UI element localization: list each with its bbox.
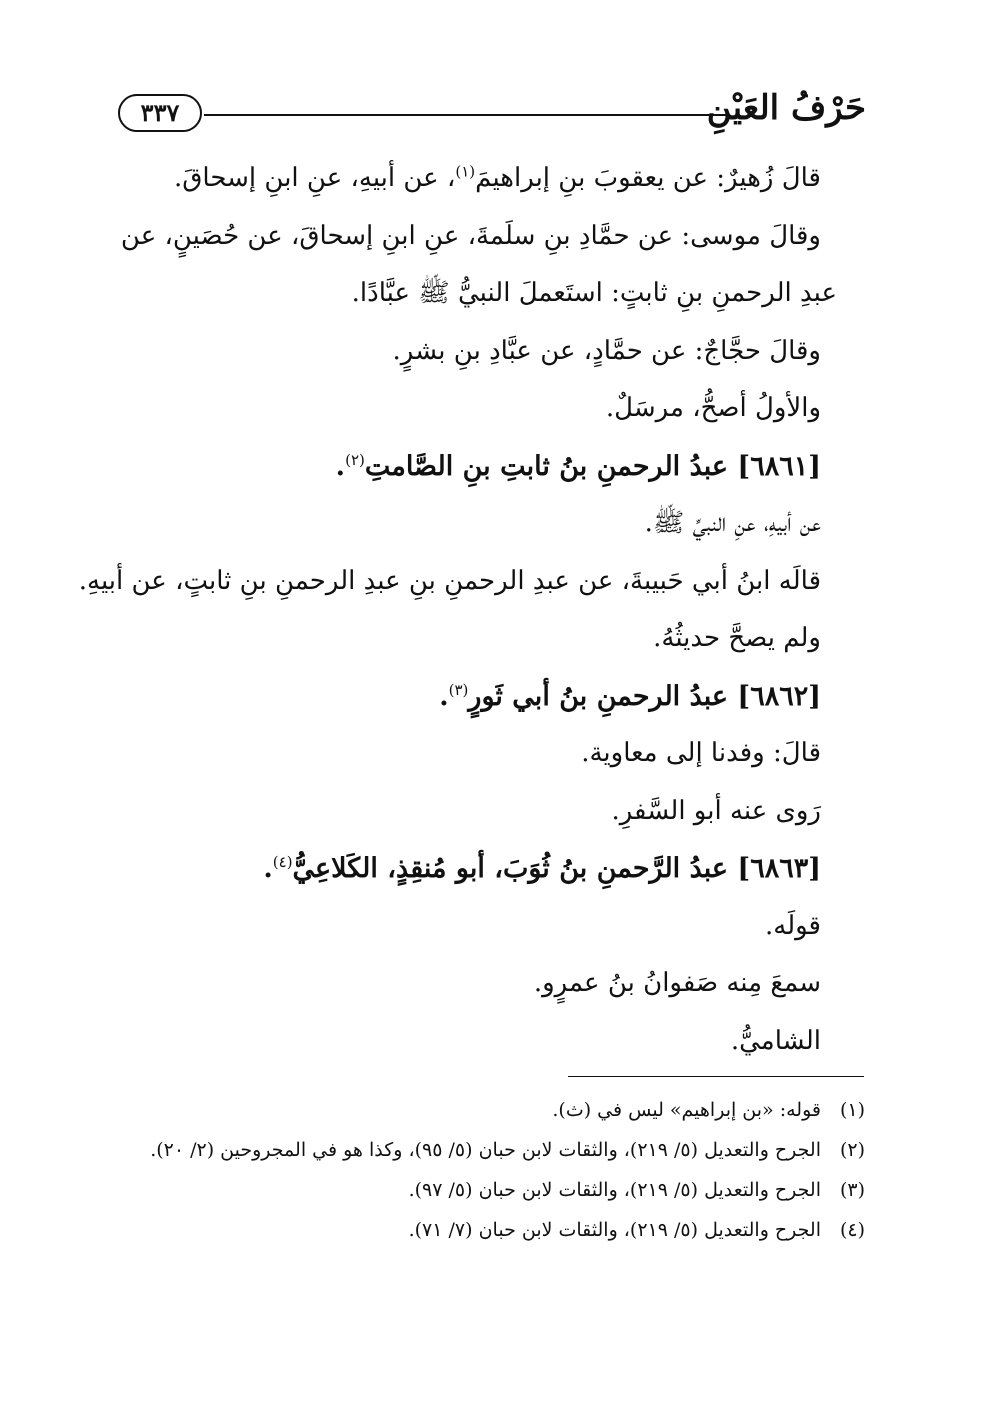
entry-name: عبدُ الرحمنِ بنُ أبي ثَورٍ — [468, 680, 729, 712]
footnote — [124, 1092, 865, 1128]
chapter-title: حَرْفُ العَيْنِ — [706, 88, 866, 128]
footnote-text: قوله: «بن إبراهيم» ليس في (ث). — [552, 1099, 821, 1121]
footnote-text: الجرح والتعديل (٥/ ٢١٩)، والثقات لابن حبان (٥/ ٩٥)، وكذا هو في المجروحين (٢/ ٢٠). — [150, 1139, 821, 1161]
text-line: والأولُ أصحُّ، مرسَلٌ. — [605, 393, 821, 423]
header-rule — [204, 114, 726, 116]
footnote — [124, 1132, 865, 1168]
footnote-number: (٤) — [839, 1219, 865, 1241]
footnotes — [124, 1092, 865, 1248]
footnote-ref: (٣) — [448, 680, 469, 699]
text-line: عن أبيهِ، عنِ النبيِّ ﷺ. — [644, 508, 821, 538]
footnote — [124, 1212, 865, 1248]
text-line: وقالَ حجَّاجٌ: عن حمَّادٍ، عن عبَّادِ بنِ بشرٍ. — [392, 335, 821, 366]
text-line: ولم يصحَّ حديثُهُ. — [653, 623, 821, 653]
entry-number: [٦٨٦١] — [737, 450, 821, 482]
text-fragment: قالَ زُهيرٌ: عن يعقوبَ بنِ إبراهيمَ — [475, 163, 821, 193]
main-text — [78, 150, 837, 1070]
text-line: وقالَ موسى: عن حمَّادِ بنِ سلَمةَ، عنِ ابنِ إسحاقَ، عن حُصَينٍ، عن — [120, 220, 821, 251]
biography-entry-heading — [124, 438, 837, 496]
page-number-badge: ٣٣٧ — [118, 94, 202, 132]
text-line: قالَ: وفدنا إلى معاوية. — [581, 738, 821, 768]
footnote-number: (١) — [839, 1099, 865, 1121]
entry-period: . — [439, 680, 449, 712]
entry-number: [٦٨٦٢] — [737, 680, 821, 712]
text-line: الشاميُّ. — [730, 1025, 821, 1056]
footnote-ref: (٤) — [272, 853, 293, 871]
footnote-separator — [568, 1076, 864, 1077]
text-line — [124, 150, 837, 208]
text-fragment: ، عن أبيهِ، عنِ ابنِ إسحاقَ. — [173, 163, 456, 193]
text-line: قالَه ابنُ أبي حَبيبةَ، عن عبدِ الرحمنِ بنِ عبدِ الرحمنِ بنِ ثابتٍ، عن أبيهِ. — [78, 565, 821, 596]
entry-name: عبدُ الرحمنِ بنُ ثابتِ بنِ الصَّامتِ — [364, 450, 729, 482]
footnote-number: (٣) — [839, 1179, 865, 1201]
entry-period: . — [335, 450, 346, 482]
entry-period: . — [263, 853, 273, 884]
entry-number: [٦٨٦٣] — [737, 853, 821, 884]
footnote-ref: (٢) — [345, 450, 365, 469]
biography-entry-heading — [124, 840, 837, 898]
footnote-text: الجرح والتعديل (٥/ ٢١٩)، والثقات لابن حبان (٧/ ٧١). — [408, 1219, 821, 1241]
text-line: قولَه. — [765, 910, 821, 941]
text-line: سمعَ مِنه صَفوانُ بنُ عمرٍو. — [533, 968, 821, 998]
text-line: عبدِ الرحمنِ بنِ ثابتٍ: استَعملَ النبيُّ ﷺ عبَّادًا. — [351, 278, 837, 308]
footnote — [124, 1172, 865, 1208]
entry-name: عبدُ الرَّحمنِ بنُ ثُوَبَ، أبو مُنقِذٍ، الكَلاعِيُّ — [292, 853, 729, 884]
footnote-ref: (١) — [455, 162, 476, 181]
footnote-number: (٢) — [839, 1139, 865, 1161]
biography-entry-heading — [124, 668, 837, 726]
text-line: رَوى عنه أبو السَّفرِ. — [611, 795, 821, 826]
footnote-text: الجرح والتعديل (٥/ ٢١٩)، والثقات لابن حبان (٥/ ٩٧). — [408, 1179, 821, 1201]
page-header — [118, 86, 866, 138]
